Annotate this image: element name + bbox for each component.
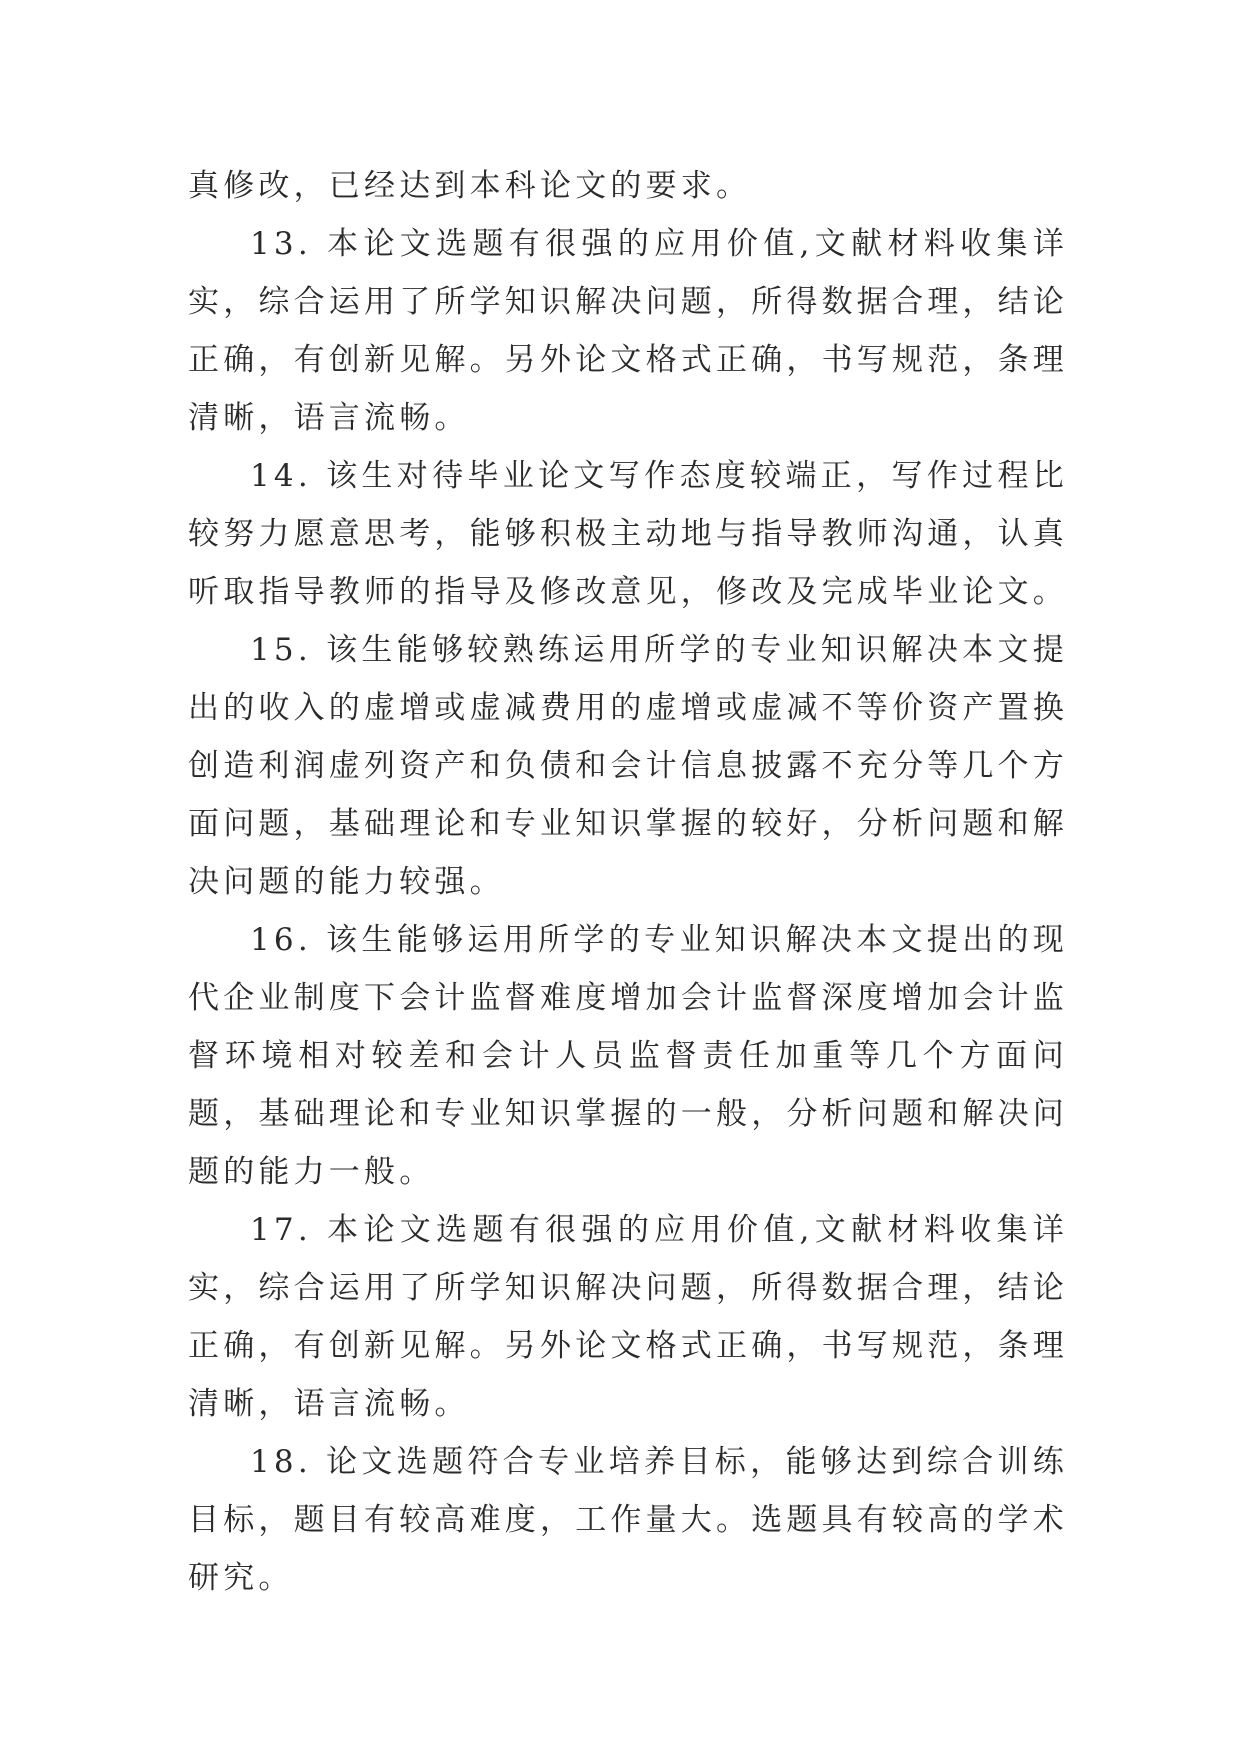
paragraph-item-15: 15. 该生能够较熟练运用所学的专业知识解决本文提出的收入的虚增或虚减费用的虚增或虚减不等价资产置换创造利润虚列资产和负债和会计信息披露不充分等几个方面问题，基础理论和专业知识掌握的较好，分析问题和解决问题的能力较强。 (188, 632, 1068, 900)
paragraph-item-16: 16. 该生能够运用所学的专业知识解决本文提出的现代企业制度下会计监督难度增加会计监督深度增加会计监督环境相对较差和会计人员监督责任加重等几个方面问题，基础理论和专业知识掌握的一般，分析问题和解决问题的能力一般。 (188, 922, 1068, 1190)
paragraph-item-14: 14. 该生对待毕业论文写作态度较端正，写作过程比较努力愿意思考，能够积极主动地与指导教师沟通，认真听取指导教师的指导及修改意见，修改及完成毕业论文。 (188, 458, 1068, 610)
paragraph-continuation: 真修改，已经达到本科论文的要求。 (188, 168, 752, 204)
paragraph-item-13: 13. 本论文选题有很强的应用价值,文献材料收集详实，综合运用了所学知识解决问题，所得数据合理，结论正确，有创新见解。另外论文格式正确，书写规范，条理清晰，语言流畅。 (188, 226, 1068, 436)
paragraph-item-18: 18. 论文选题符合专业培养目标，能够达到综合训练目标，题目有较高难度，工作量大。选题具有较高的学术研究。 (188, 1444, 1068, 1596)
paragraph-item-17: 17. 本论文选题有很强的应用价值,文献材料收集详实，综合运用了所学知识解决问题，所得数据合理，结论正确，有创新见解。另外论文格式正确，书写规范，条理清晰，语言流畅。 (188, 1212, 1068, 1422)
document-body (188, 157, 1068, 1607)
